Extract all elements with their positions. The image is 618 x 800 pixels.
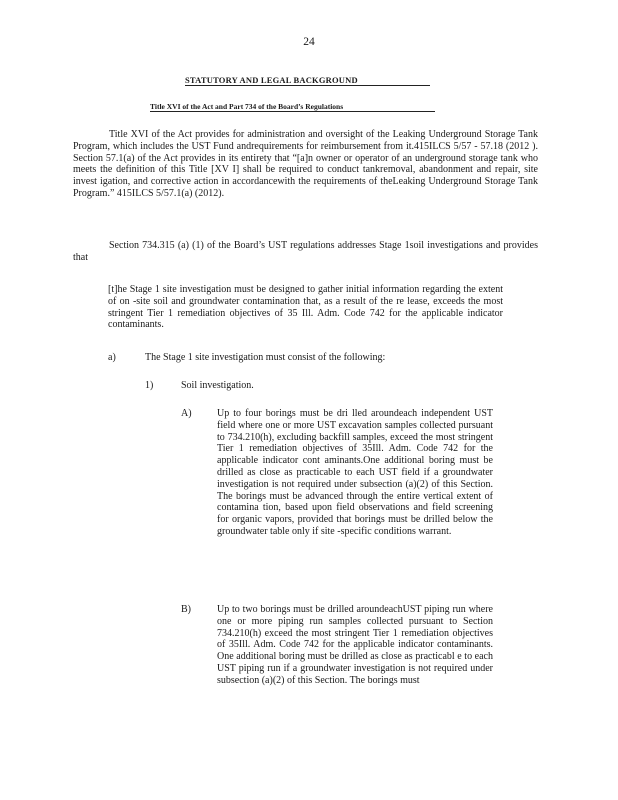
page-number: 24 xyxy=(303,36,315,48)
item-A-text: Up to four borings must be dri lled aroundeach independent UST field where one or more UST excavation samples collected pursuant to 734.210(h), excluding backfill samples, exceed the most stringent Tier 1 remediation objectives of 35Ill. Adm. Code 742 for the applicable indicator cont aminants.One additional boring must be drilled as close as practicable to each UST field if a groundwater investigation is not required under subsection (a)(2) of this Section. The borings must be advanced through the entire vertical extent of contamina tion, based upon field observations and field screening for organic vapors, provided that borings must be drilled below the groundwater table only if site -specific conditions warrant. xyxy=(217,408,493,537)
item-B-label: B) xyxy=(181,604,191,615)
item-A-label: A) xyxy=(181,408,192,419)
paragraph-section-734: Section 734.315 (a) (1) of the Board’s UST regulations addresses Stage 1soil investigations and provides that xyxy=(73,240,538,263)
paragraph-title-xvi: Title XVI of the Act provides for administration and oversight of the Leaking Underground Storage Tank Program, which includes the UST Fund andrequirements for reimbursement from it.415ILCS 5/57 - 57.18 (2012 ). Section 57.1(a) of the Act provides in its entirety that “[a]n owner or operator of an underground storage tank who meets the definition of this Title [XV I] shall be required to conduct tankremoval, abandonment and repair, site invest igation, and corrective action in accordancewith the requirements of theLeaking Underground Storage Tank Program.” 415ILCS 5/57.1(a) (2012). xyxy=(73,129,538,199)
item-1-label: 1) xyxy=(145,380,154,391)
item-a-label: a) xyxy=(108,352,116,363)
item-a-text: The Stage 1 site investigation must consist of the following: xyxy=(145,352,386,363)
item-1-text: Soil investigation. xyxy=(181,380,254,391)
section-heading: STATUTORY AND LEGAL BACKGROUND xyxy=(185,75,430,86)
section-subheading: Title XVI of the Act and Part 734 of the Board’s Regulations xyxy=(150,102,435,112)
item-B-text: Up to two borings must be drilled aroundeachUST piping run where one or more piping run samples collected pursuant to Section 734.210(h) exceed the most stringent Tier 1 remediation objectives of 35Ill. Adm. Code 742 for the applicable indicator contaminants. One additional boring must be drilled as close as practicabl e to each UST piping run if a groundwater investigation is not required under subsection (a)(2) of this Section. The borings must xyxy=(217,604,493,686)
block-quote: [t]he Stage 1 site investigation must be designed to gather initial information regarding the extent of on -site soil and groundwater contamination that, as a result of the re lease, exceeds the most stringent Tier 1 remediation objectives of 35 Ill. Adm. Code 742 for the applicable indicator contaminants. xyxy=(108,284,503,331)
